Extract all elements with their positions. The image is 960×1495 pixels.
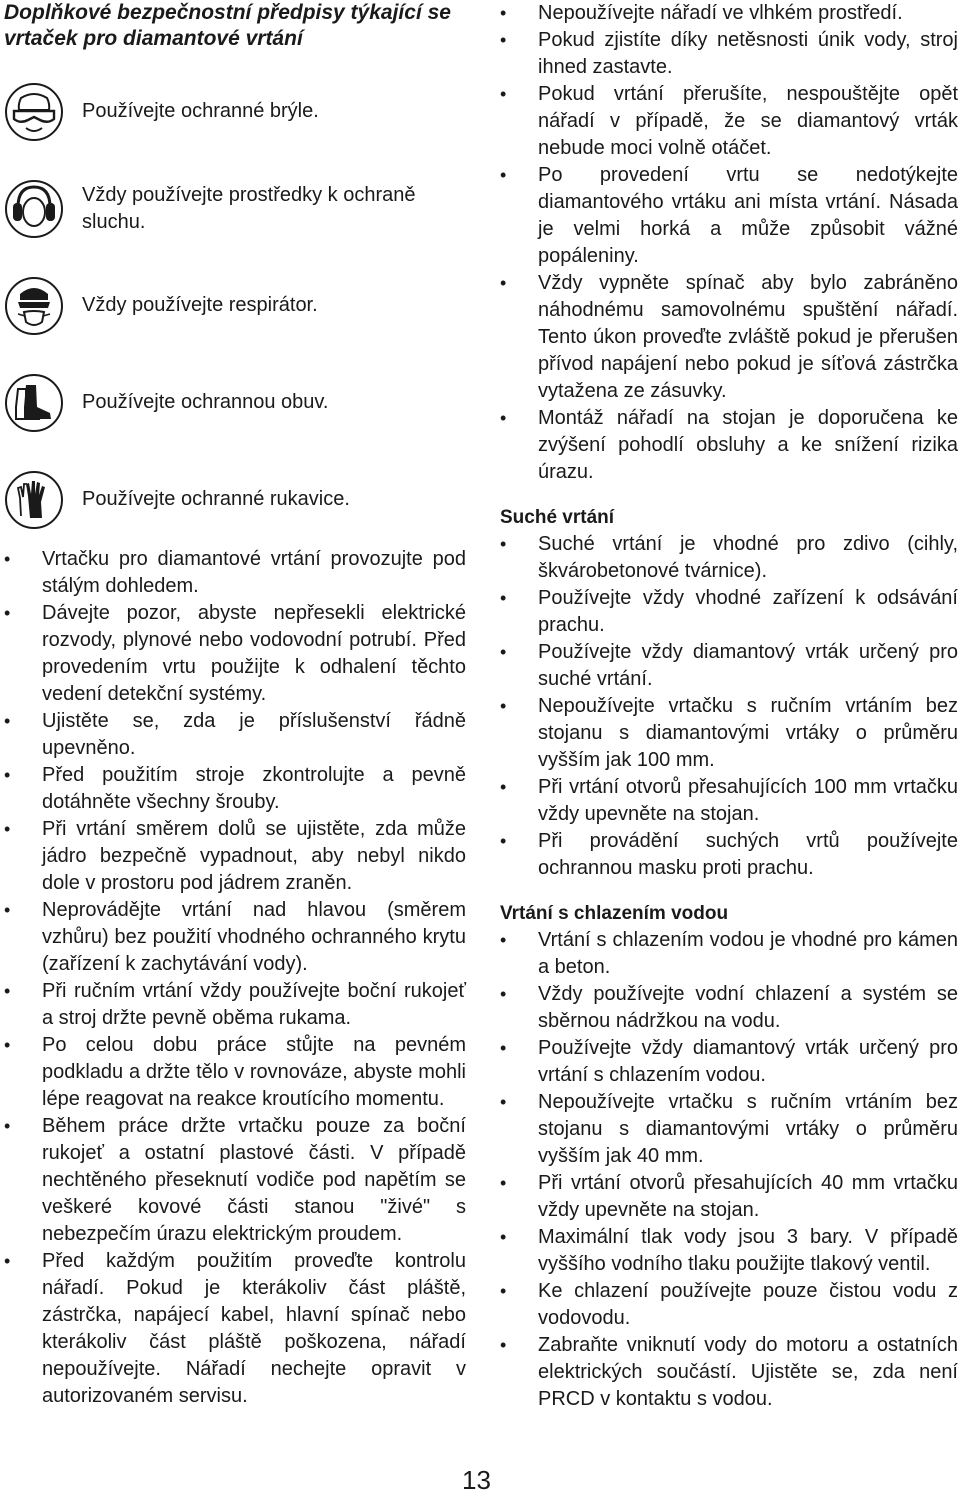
list-item: • Pokud vrtání přerušíte, nespouštějte opět nářadí v případě, že se diamantový vrták nebude moci volně otáčet. [500,81,958,162]
wet-drilling-section [500,900,958,1413]
ppe-item [4,451,466,548]
list-item: • Pokud zjistíte díky netěsnosti únik vody, stroj ihned zastavte. [500,27,958,81]
ppe-item [4,63,466,160]
operation-safety-list [500,0,958,486]
list-item: • Maximální tlak vody jsou 3 bary. V případě vyššího vodního tlaku použijte tlakový ventil. [500,1224,958,1278]
list-item: • Při vrtání otvorů přesahujících 40 mm vrtačku vždy upevněte na stojan. [500,1170,958,1224]
list-item: • Vrtání s chlazením vodou je vhodné pro kámen a beton. [500,927,958,981]
list-item: • Nepoužívejte nářadí ve vlhkém prostředí. [500,0,958,27]
wet-drilling-heading: Vrtání s chlazením vodou [500,903,729,924]
ppe-label: Vždy používejte respirátor. [82,294,318,316]
ppe-label: Vždy používejte prostředky k ochraně sluchu. [82,183,416,233]
list-item: • Ujistěte se, zda je příslušenství řádně upevněno. [4,708,466,762]
dry-drilling-section [500,504,958,882]
list-item: • Vždy používejte vodní chlazení a systém se sběrnou nádržkou na vodu. [500,981,958,1035]
list-item: • Používejte vždy diamantový vrták určený pro suché vrtání. [500,639,958,693]
list-item: • Při vrtání směrem dolů se ujistěte, zda může jádro bezpečně vypadnout, aby nebyl nikdo dole v prostoru pod jádrem zraněn. [4,816,466,897]
respirator-icon [4,276,64,336]
wet-drilling-list [500,927,958,1413]
list-item: • Vždy vypněte spínač aby bylo zabráněno náhodnému samovolnému spuštění nářadí. Tento úkon proveďte zvláště pokud je přerušen přívod napájení nebo pokud je síťová zástrčka vytažena ze zásuvky. [500,270,958,405]
safety-boots-icon [4,373,64,433]
ear-protection-icon [4,179,64,239]
ppe-label: Používejte ochranné brýle. [82,100,319,122]
safety-goggles-icon [4,82,64,142]
general-safety-list [4,546,466,1410]
page-number: 13 [462,1465,491,1495]
list-item: • Nepoužívejte vrtačku s ručním vrtáním bez stojanu s diamantovými vrtáky o průměru vyšším jak 100 mm. [500,693,958,774]
list-item: • Před každým použitím proveďte kontrolu nářadí. Pokud je kterákoliv část pláště, zástrčka, napájecí kabel, hlavní spínač nebo kterákoliv část pláště poškozena, nářadí nepoužívejte. Nářadí nechejte opravit v autorizovaném servisu. [4,1248,466,1410]
left-column [4,0,466,1410]
list-item: • Montáž nářadí na stojan je doporučena ke zvýšení pohodlí obsluhy a ke snížení rizika úrazu. [500,405,958,486]
protective-gloves-icon [4,470,64,530]
ppe-list [4,63,466,548]
list-item: • Suché vrtání je vhodné pro zdivo (cihly, škvárobetonové tvárnice). [500,531,958,585]
list-item: • Ke chlazení používejte pouze čistou vodu z vodovodu. [500,1278,958,1332]
dry-drilling-heading: Suché vrtání [500,507,615,528]
ppe-item [4,257,466,354]
list-item: • Při ručním vrtání vždy používejte boční rukojeť a stroj držte pevně oběma rukama. [4,978,466,1032]
list-item: • Během práce držte vrtačku pouze za boční rukojeť a ostatní plastové části. V případě nechtěného přeseknutí vodiče pod napětím se veškeré kovové části stanou "živé" s nebezpečím úrazu elektrickým proudem. [4,1113,466,1248]
list-item: • Po celou dobu práce stůjte na pevném podkladu a držte tělo v rovnováze, abyste mohli lépe reagovat na reakce kroutícího momentu. [4,1032,466,1113]
list-item: • Při provádění suchých vrtů používejte ochrannou masku proti prachu. [500,828,958,882]
list-item: • Dávejte pozor, abyste nepřesekli elektrické rozvody, plynové nebo vodovodní potrubí. Před provedením vrtu použijte k odhalení těchto vedení detekční systémy. [4,600,466,708]
ppe-label: Používejte ochranné rukavice. [82,488,350,510]
page-title: Doplňkové bezpečnostní předpisy týkající se vrtaček pro diamantové vrtání [4,1,451,50]
ppe-item [4,354,466,451]
list-item: • Při vrtání otvorů přesahujících 100 mm vrtačku vždy upevněte na stojan. [500,774,958,828]
ppe-label: Používejte ochrannou obuv. [82,391,329,413]
right-column [500,0,958,1413]
ppe-item [4,160,466,257]
list-item: • Před použitím stroje zkontrolujte a pevně dotáhněte všechny šrouby. [4,762,466,816]
list-item: • Zabraňte vniknutí vody do motoru a ostatních elektrických součástí. Ujistěte se, zda není PRCD v kontaktu s vodou. [500,1332,958,1413]
dry-drilling-list [500,531,958,882]
list-item: • Nepoužívejte vrtačku s ručním vrtáním bez stojanu s diamantovými vrtáky o průměru vyšším jak 40 mm. [500,1089,958,1170]
list-item: • Používejte vždy diamantový vrták určený pro vrtání s chlazením vodou. [500,1035,958,1089]
list-item: • Neprovádějte vrtání nad hlavou (směrem vzhůru) bez použití vhodného ochranného krytu (zařízení k zachytávání vody). [4,897,466,978]
list-item: • Po provedení vrtu se nedotýkejte diamantového vrtáku ani místa vrtání. Násada je velmi horká a může způsobit vážné popáleniny. [500,162,958,270]
list-item: • Používejte vždy vhodné zařízení k odsávání prachu. [500,585,958,639]
list-item: • Vrtačku pro diamantové vrtání provozujte pod stálým dohledem. [4,546,466,600]
